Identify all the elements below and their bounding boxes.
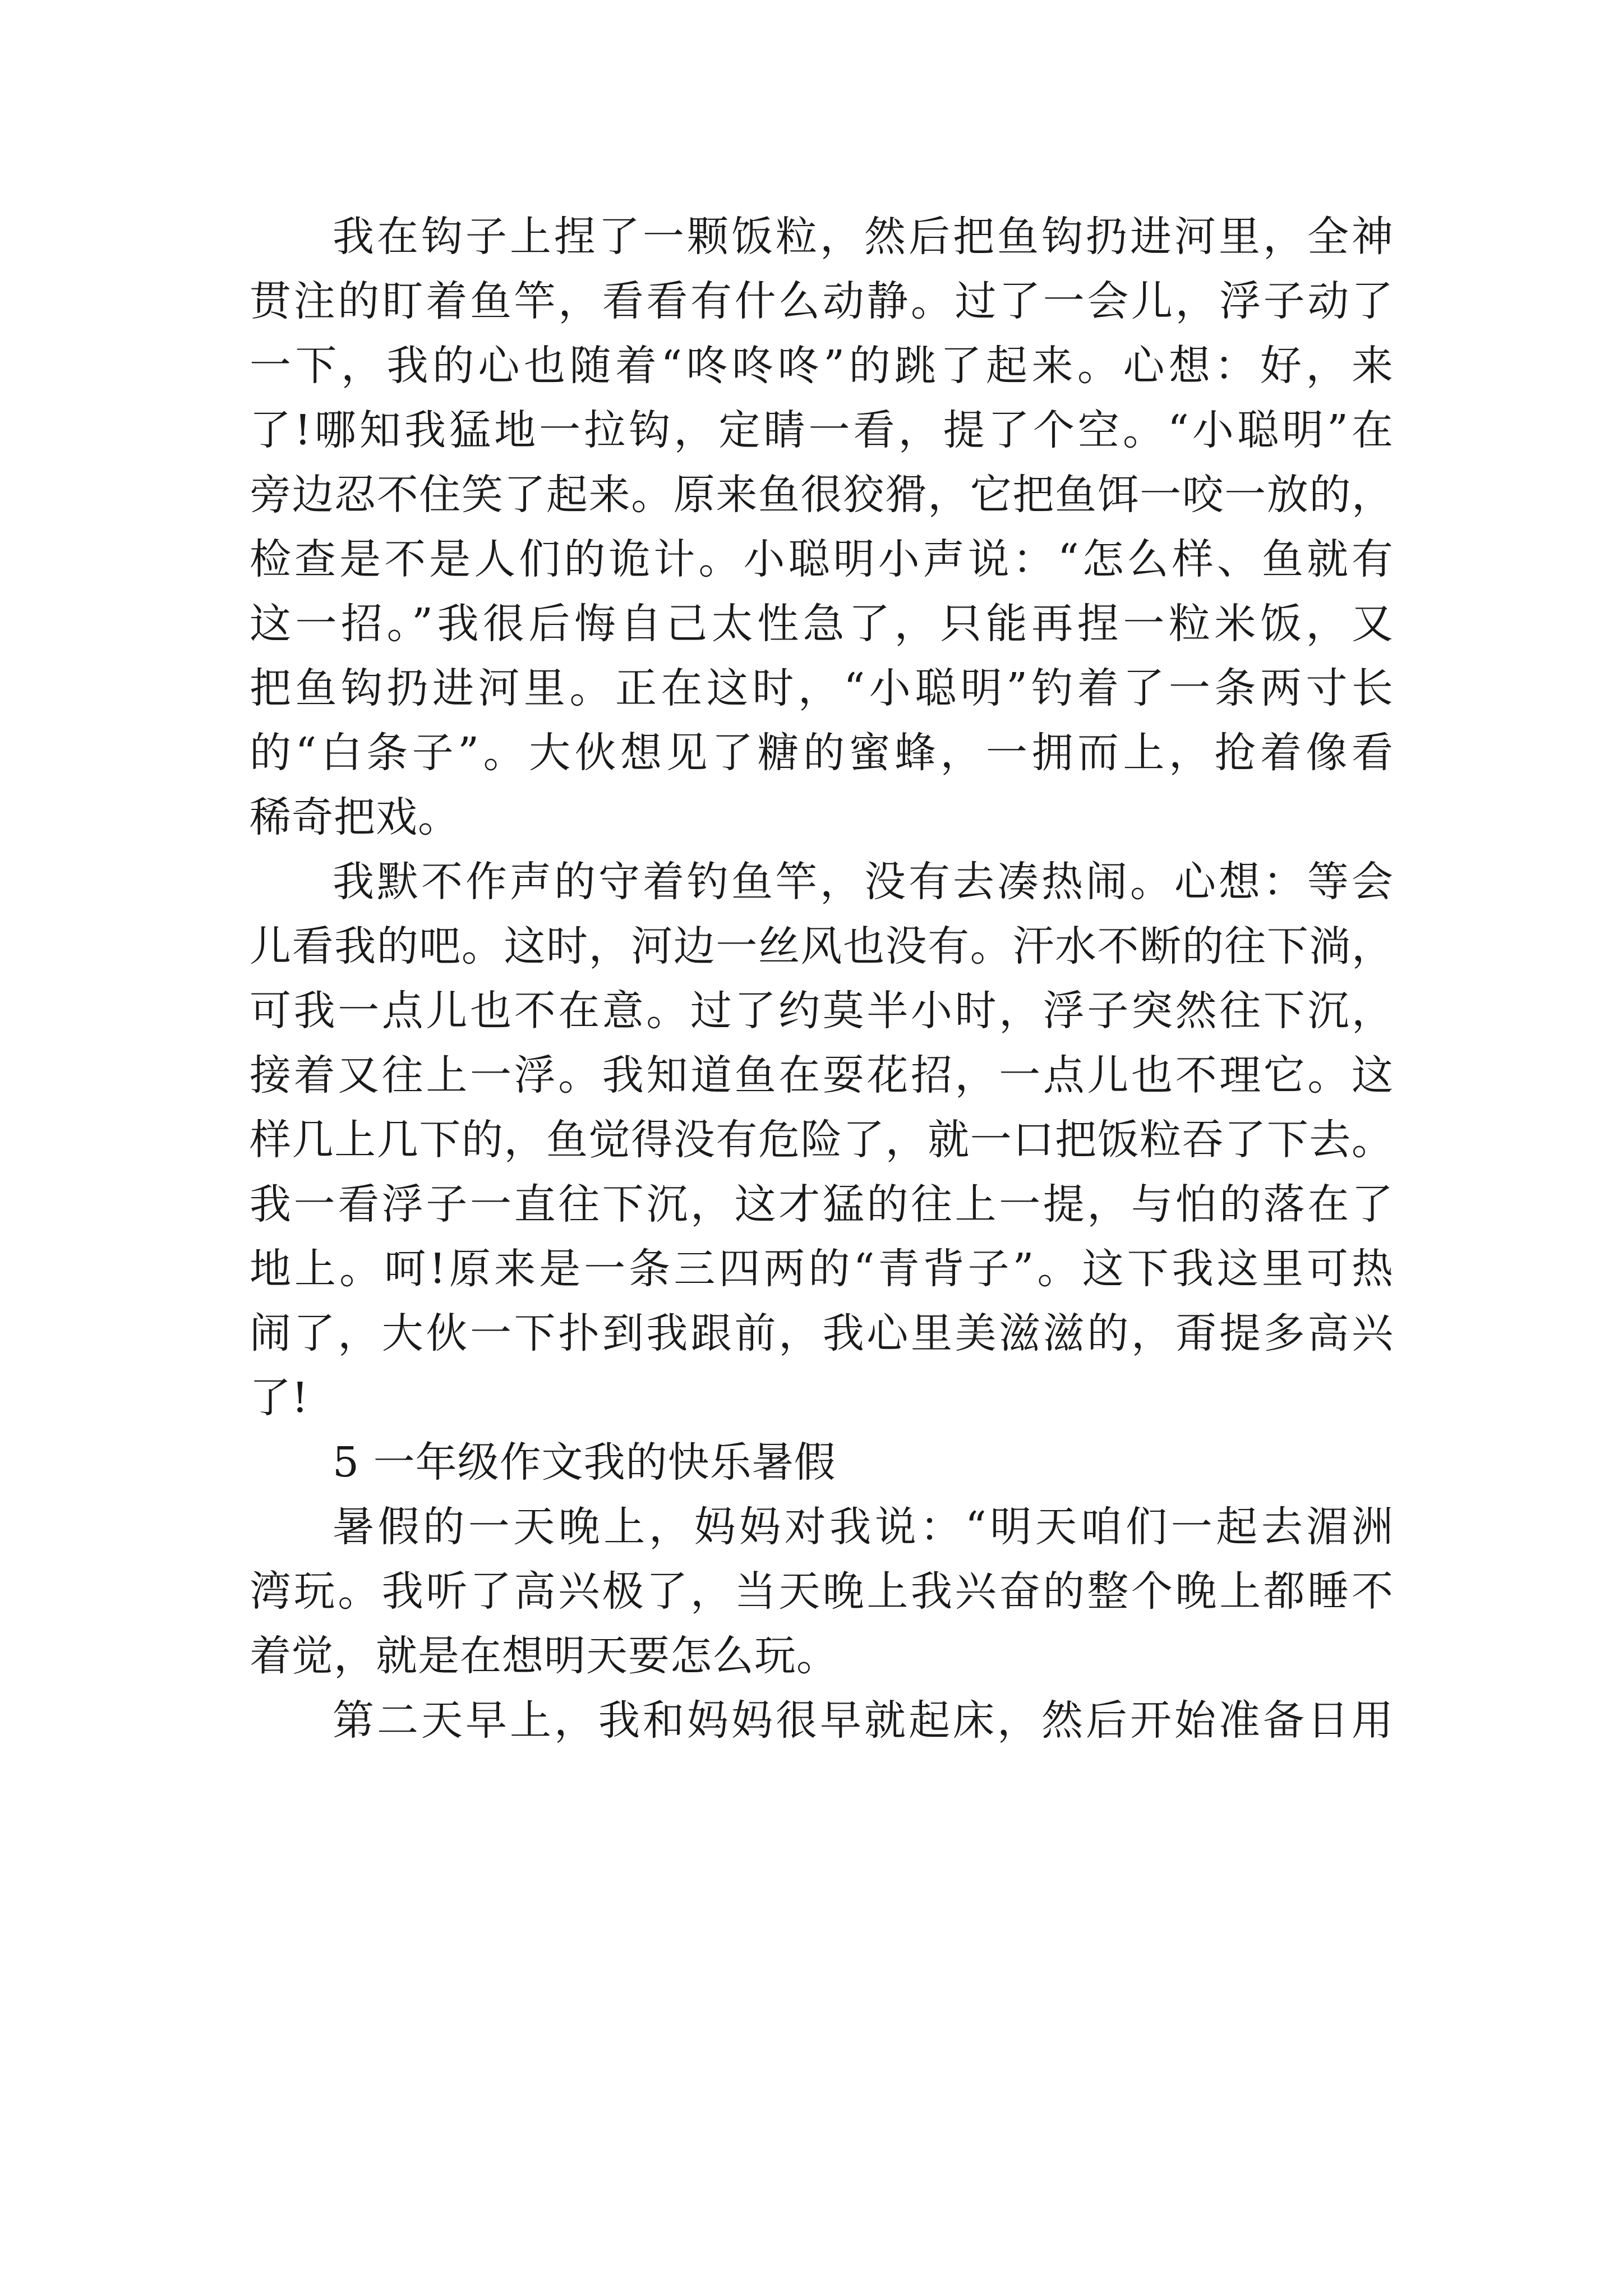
text-line: 的“白条子”。大伙想见了糖的蜜蜂，一拥而上，抢着像看 [250, 729, 1394, 777]
document-page [250, 205, 1394, 1753]
text-line: 样几上几下的，鱼觉得没有危险了，就一口把饭粒吞了下去。 [250, 1116, 1394, 1164]
text-line: 一下，我的心也随着“咚咚咚”的跳了起来。心想：好，来 [250, 342, 1394, 390]
text-line: 我在钩子上捏了一颗饭粒，然后把鱼钩扔进河里，全神 [333, 213, 1394, 261]
text-line: 旁边忍不住笑了起来。原来鱼很狡猾，它把鱼饵一咬一放的， [250, 471, 1394, 519]
text-line: 这一招。”我很后悔自己太性急了，只能再捏一粒米饭，又 [250, 600, 1394, 648]
text-line: 把鱼钩扔进河里。正在这时，“小聪明”钓着了一条两寸长 [250, 664, 1394, 712]
text-line: 了!哪知我猛地一拉钩，定睛一看，提了个空。“小聪明”在 [250, 406, 1394, 454]
text-line: 儿看我的吧。这时，河边一丝风也没有。汗水不断的往下淌， [250, 922, 1394, 970]
text-line: 闹了，大伙一下扑到我跟前，我心里美滋滋的，甭提多高兴 [250, 1309, 1394, 1358]
text-line: 暑假的一天晚上，妈妈对我说：“明天咱们一起去湄洲 [333, 1503, 1394, 1551]
text-line: 了! [250, 1374, 309, 1422]
text-line: 地上。呵!原来是一条三四两的“青背子”。这下我这里可热 [250, 1245, 1394, 1293]
text-line: 贯注的盯着鱼竿，看看有什么动静。过了一会儿，浮子动了 [250, 277, 1394, 325]
text-line: 第二天早上，我和妈妈很早就起床，然后开始准备日用 [333, 1696, 1394, 1745]
text-line: 可我一点儿也不在意。过了约莫半小时，浮子突然往下沉， [250, 987, 1394, 1035]
text-line: 湾玩。我听了高兴极了，当天晚上我兴奋的整个晚上都睡不 [250, 1567, 1394, 1616]
text-line: 检查是不是人们的诡计。小聪明小声说：“怎么样、鱼就有 [250, 535, 1394, 583]
text-line: 5 一年级作文我的快乐暑假 [333, 1438, 836, 1487]
text-line: 稀奇把戏。 [250, 793, 460, 841]
text-line: 着觉，就是在想明天要怎么玩。 [250, 1632, 838, 1680]
text-line: 我一看浮子一直往下沉，这才猛的往上一提，与怕的落在了 [250, 1180, 1394, 1228]
text-line: 我默不作声的守着钓鱼竿，没有去凑热闹。心想：等会 [333, 858, 1394, 906]
text-line: 接着又往上一浮。我知道鱼在耍花招，一点儿也不理它。这 [250, 1051, 1394, 1099]
